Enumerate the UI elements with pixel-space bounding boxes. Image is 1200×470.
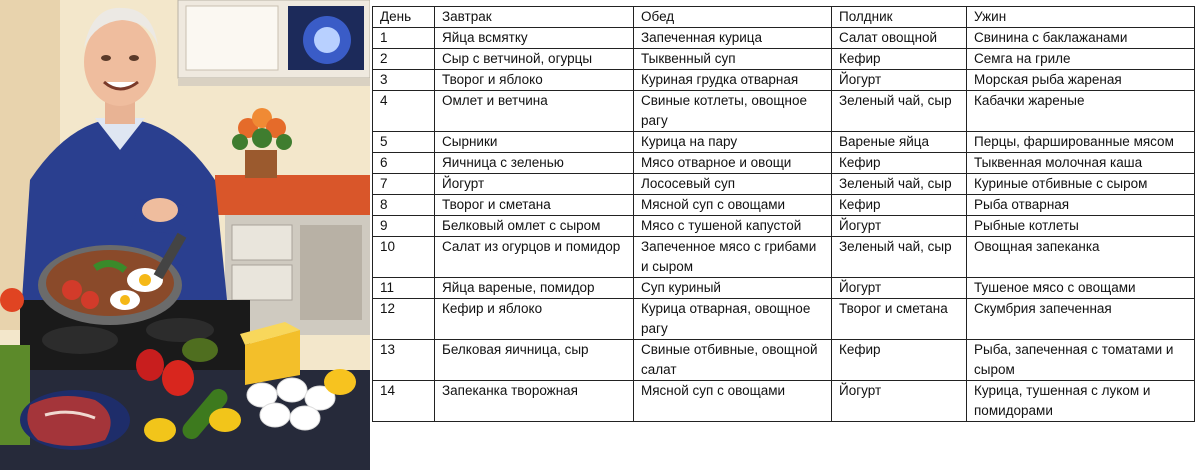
cell-lunch: Тыквенный суп (634, 49, 832, 70)
header-day: День (373, 7, 435, 28)
table-row (373, 340, 1195, 381)
cell-day: 6 (373, 153, 435, 174)
table-row (373, 278, 1195, 299)
steak-icon (20, 390, 130, 450)
table-row (373, 49, 1195, 70)
cell-lunch: Свиные отбивные, овощной салат (634, 340, 832, 381)
cell-snack: Йогурт (832, 70, 967, 91)
table-row (373, 381, 1195, 422)
cell-breakfast: Йогурт (435, 174, 634, 195)
cell-day: 4 (373, 91, 435, 132)
kitchen-cabinet-icon (178, 0, 370, 86)
cell-day: 14 (373, 381, 435, 422)
table-row (373, 28, 1195, 49)
cell-dinner: Тыквенная молочная каша (967, 153, 1195, 174)
cell-day: 13 (373, 340, 435, 381)
cell-day: 5 (373, 132, 435, 153)
cell-snack: Салат овощной (832, 28, 967, 49)
header-dinner: Ужин (967, 7, 1195, 28)
cell-lunch: Мясо с тушеной капустой (634, 216, 832, 237)
cell-day: 11 (373, 278, 435, 299)
header-snack: Полдник (832, 7, 967, 28)
cell-dinner: Перцы, фаршированные мясом (967, 132, 1195, 153)
cell-snack: Зеленый чай, сыр (832, 91, 967, 132)
cell-breakfast: Белковый омлет с сыром (435, 216, 634, 237)
cell-day: 10 (373, 237, 435, 278)
table-header-row (373, 7, 1195, 28)
cell-lunch: Курица отварная, овощное рагу (634, 299, 832, 340)
cell-snack: Творог и сметана (832, 299, 967, 340)
cell-lunch: Мясо отварное и овощи (634, 153, 832, 174)
chef-photo (0, 0, 370, 470)
cell-snack: Йогурт (832, 216, 967, 237)
cell-day: 7 (373, 174, 435, 195)
table-row (373, 174, 1195, 195)
cell-day: 12 (373, 299, 435, 340)
cell-dinner: Тушеное мясо с овощами (967, 278, 1195, 299)
cell-snack: Йогурт (832, 381, 967, 422)
cell-day: 1 (373, 28, 435, 49)
table-row (373, 216, 1195, 237)
table-row (373, 299, 1195, 340)
cell-day: 9 (373, 216, 435, 237)
cell-lunch: Курица на пару (634, 132, 832, 153)
cell-dinner: Скумбрия запеченная (967, 299, 1195, 340)
cell-snack: Кефир (832, 153, 967, 174)
cell-snack: Вареные яйца (832, 132, 967, 153)
cell-dinner: Курица, тушенная с луком и помидорами (967, 381, 1195, 422)
cell-breakfast: Омлет и ветчина (435, 91, 634, 132)
cell-dinner: Рыбные котлеты (967, 216, 1195, 237)
cell-lunch: Мясной суп с овощами (634, 195, 832, 216)
cell-breakfast: Яйца вареные, помидор (435, 278, 634, 299)
cell-lunch: Суп куриный (634, 278, 832, 299)
cell-dinner: Рыба, запеченная с томатами и сыром (967, 340, 1195, 381)
cell-breakfast: Сырники (435, 132, 634, 153)
cell-snack: Кефир (832, 49, 967, 70)
table-row (373, 91, 1195, 132)
cell-breakfast: Творог и сметана (435, 195, 634, 216)
cell-breakfast: Кефир и яблоко (435, 299, 634, 340)
header-breakfast: Завтрак (435, 7, 634, 28)
cell-day: 3 (373, 70, 435, 91)
cell-snack: Кефир (832, 195, 967, 216)
table-row (373, 195, 1195, 216)
cell-breakfast: Сыр с ветчиной, огурцы (435, 49, 634, 70)
cell-snack: Зеленый чай, сыр (832, 237, 967, 278)
table-row (373, 237, 1195, 278)
cell-lunch: Запеченное мясо с грибами и сыром (634, 237, 832, 278)
cell-snack: Кефир (832, 340, 967, 381)
cell-lunch: Мясной суп с овощами (634, 381, 832, 422)
cell-dinner: Свинина с баклажанами (967, 28, 1195, 49)
table-row (373, 132, 1195, 153)
header-lunch: Обед (634, 7, 832, 28)
cell-snack: Зеленый чай, сыр (832, 174, 967, 195)
cell-lunch: Лососевый суп (634, 174, 832, 195)
diet-table-container (372, 6, 1194, 422)
cell-breakfast: Салат из огурцов и помидор (435, 237, 634, 278)
kitchen-illustration (0, 0, 370, 470)
cell-dinner: Кабачки жареные (967, 91, 1195, 132)
cell-dinner: Морская рыба жареная (967, 70, 1195, 91)
cell-lunch: Свиные котлеты, овощное рагу (634, 91, 832, 132)
cell-breakfast: Творог и яблоко (435, 70, 634, 91)
cell-snack: Йогурт (832, 278, 967, 299)
cell-lunch: Запеченная курица (634, 28, 832, 49)
cell-day: 8 (373, 195, 435, 216)
cell-dinner: Куриные отбивные с сыром (967, 174, 1195, 195)
diet-table (372, 6, 1195, 422)
cell-lunch: Куриная грудка отварная (634, 70, 832, 91)
table-row (373, 153, 1195, 174)
cell-breakfast: Запеканка творожная (435, 381, 634, 422)
cell-breakfast: Яйца всмятку (435, 28, 634, 49)
cell-dinner: Овощная запеканка (967, 237, 1195, 278)
cell-breakfast: Белковая яичница, сыр (435, 340, 634, 381)
cell-dinner: Семга на гриле (967, 49, 1195, 70)
cell-day: 2 (373, 49, 435, 70)
table-row (373, 70, 1195, 91)
cell-dinner: Рыба отварная (967, 195, 1195, 216)
cell-breakfast: Яичница с зеленью (435, 153, 634, 174)
